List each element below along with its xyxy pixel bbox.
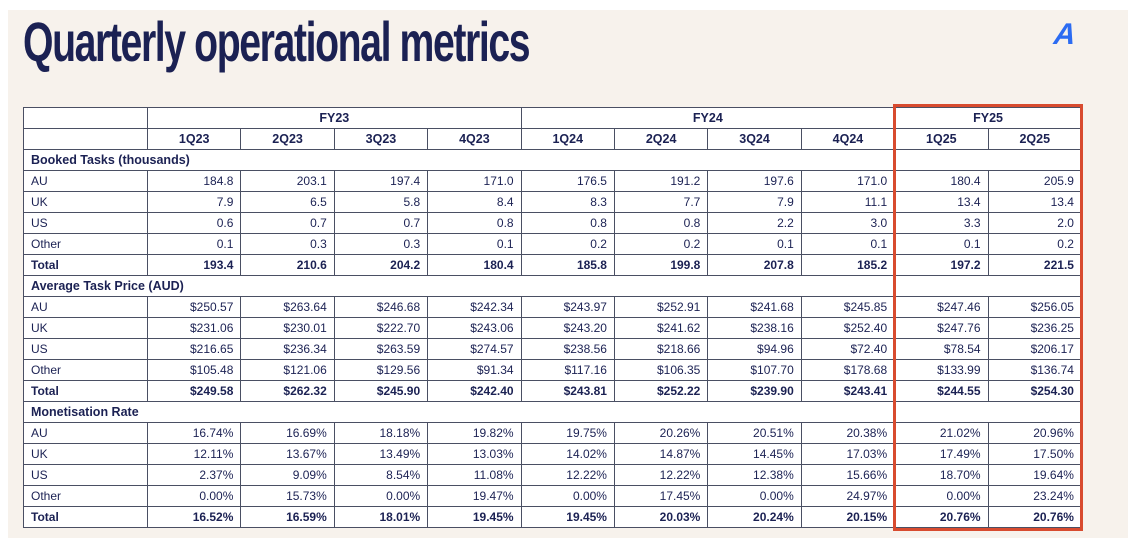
- metric-cell: 0.6: [148, 213, 241, 234]
- metric-cell: $243.97: [521, 297, 614, 318]
- table-row: [24, 423, 1082, 444]
- metric-cell: 20.26%: [614, 423, 707, 444]
- metric-cell: 171.0: [801, 171, 894, 192]
- metric-cell: $78.54: [895, 339, 988, 360]
- metric-cell: 205.9: [988, 171, 1081, 192]
- metric-cell: 13.49%: [334, 444, 427, 465]
- row-label: UK: [24, 192, 148, 213]
- table-row: [24, 297, 1082, 318]
- metric-cell: 20.24%: [708, 507, 801, 528]
- metric-cell: $252.40: [801, 318, 894, 339]
- metric-cell: 13.03%: [428, 444, 521, 465]
- metric-cell: $246.68: [334, 297, 427, 318]
- row-label: Total: [24, 381, 148, 402]
- metric-cell: 13.67%: [241, 444, 334, 465]
- table-row: [24, 339, 1082, 360]
- metric-cell: $236.25: [988, 318, 1081, 339]
- metric-cell: 0.7: [241, 213, 334, 234]
- metric-cell: 0.00%: [895, 486, 988, 507]
- metric-cell: 19.45%: [521, 507, 614, 528]
- metric-cell: 199.8: [614, 255, 707, 276]
- table-row: [24, 192, 1082, 213]
- metric-cell: $243.06: [428, 318, 521, 339]
- metric-cell: 17.50%: [988, 444, 1081, 465]
- metric-cell: 207.8: [708, 255, 801, 276]
- metric-cell: 16.59%: [241, 507, 334, 528]
- metric-cell: $72.40: [801, 339, 894, 360]
- metric-cell: 11.1: [801, 192, 894, 213]
- metric-cell: 204.2: [334, 255, 427, 276]
- metric-cell: $247.76: [895, 318, 988, 339]
- metric-cell: 9.09%: [241, 465, 334, 486]
- metric-cell: 12.22%: [521, 465, 614, 486]
- table-row: [24, 360, 1082, 381]
- metric-cell: 171.0: [428, 171, 521, 192]
- quarter-header: 1Q23: [148, 129, 241, 150]
- metric-cell: 17.45%: [614, 486, 707, 507]
- metric-cell: $243.20: [521, 318, 614, 339]
- metric-cell: $94.96: [708, 339, 801, 360]
- metric-cell: 8.4: [428, 192, 521, 213]
- metric-cell: $222.70: [334, 318, 427, 339]
- quarter-header: 1Q24: [521, 129, 614, 150]
- metric-cell: $262.32: [241, 381, 334, 402]
- metric-cell: $241.62: [614, 318, 707, 339]
- table-row: [24, 507, 1082, 528]
- page-title-text: Quarterly operational metrics: [23, 10, 530, 73]
- metric-cell: 17.49%: [895, 444, 988, 465]
- metric-cell: 0.2: [614, 234, 707, 255]
- table-row: [24, 255, 1082, 276]
- metric-cell: 18.18%: [334, 423, 427, 444]
- metric-cell: 19.64%: [988, 465, 1081, 486]
- metric-cell: 12.22%: [614, 465, 707, 486]
- table-row: [24, 234, 1082, 255]
- metric-cell: 180.4: [428, 255, 521, 276]
- metric-cell: 2.0: [988, 213, 1081, 234]
- metric-cell: 0.00%: [708, 486, 801, 507]
- fiscal-year-header: FY25: [895, 108, 1082, 129]
- metric-cell: 19.47%: [428, 486, 521, 507]
- metric-cell: 0.1: [708, 234, 801, 255]
- metric-cell: 24.97%: [801, 486, 894, 507]
- metric-cell: 0.3: [241, 234, 334, 255]
- row-label: US: [24, 213, 148, 234]
- metric-cell: $245.85: [801, 297, 894, 318]
- metric-cell: 203.1: [241, 171, 334, 192]
- row-label: AU: [24, 423, 148, 444]
- metric-cell: 8.54%: [334, 465, 427, 486]
- metric-cell: 19.45%: [428, 507, 521, 528]
- metric-cell: $107.70: [708, 360, 801, 381]
- metric-cell: $250.57: [148, 297, 241, 318]
- metric-cell: 3.3: [895, 213, 988, 234]
- metric-cell: 15.66%: [801, 465, 894, 486]
- airtasker-logo-icon: A: [1052, 18, 1078, 51]
- metric-cell: 16.74%: [148, 423, 241, 444]
- metric-cell: 20.76%: [988, 507, 1081, 528]
- metric-cell: 185.8: [521, 255, 614, 276]
- metric-cell: 0.2: [521, 234, 614, 255]
- row-label: US: [24, 465, 148, 486]
- metric-cell: $106.35: [614, 360, 707, 381]
- metric-cell: 13.4: [895, 192, 988, 213]
- table-row: [24, 486, 1082, 507]
- row-label: US: [24, 339, 148, 360]
- metric-cell: 7.9: [708, 192, 801, 213]
- row-label: UK: [24, 444, 148, 465]
- metric-cell: 184.8: [148, 171, 241, 192]
- table-row: [24, 465, 1082, 486]
- metric-cell: $249.58: [148, 381, 241, 402]
- metric-cell: 20.03%: [614, 507, 707, 528]
- metric-cell: $236.34: [241, 339, 334, 360]
- quarter-header: 1Q25: [895, 129, 988, 150]
- quarter-header: 3Q23: [334, 129, 427, 150]
- quarter-header: 2Q24: [614, 129, 707, 150]
- metric-cell: 0.1: [148, 234, 241, 255]
- metric-cell: 176.5: [521, 171, 614, 192]
- metric-cell: $274.57: [428, 339, 521, 360]
- metric-cell: 7.9: [148, 192, 241, 213]
- table-row: [24, 318, 1082, 339]
- metric-cell: $252.22: [614, 381, 707, 402]
- metric-cell: 0.00%: [148, 486, 241, 507]
- section-title: Average Task Price (AUD): [24, 276, 1082, 297]
- metric-cell: $238.56: [521, 339, 614, 360]
- metric-cell: $245.90: [334, 381, 427, 402]
- metric-cell: 2.2: [708, 213, 801, 234]
- metric-cell: $243.41: [801, 381, 894, 402]
- metric-cell: 18.70%: [895, 465, 988, 486]
- corner-cell: [24, 108, 148, 129]
- metric-cell: $247.46: [895, 297, 988, 318]
- metric-cell: $178.68: [801, 360, 894, 381]
- metric-cell: 0.00%: [334, 486, 427, 507]
- fiscal-year-header: FY23: [148, 108, 522, 129]
- metric-cell: 5.8: [334, 192, 427, 213]
- metric-cell: 185.2: [801, 255, 894, 276]
- metric-cell: 8.3: [521, 192, 614, 213]
- row-label: Other: [24, 360, 148, 381]
- metric-cell: 191.2: [614, 171, 707, 192]
- metric-cell: 0.2: [988, 234, 1081, 255]
- table-row: [24, 444, 1082, 465]
- metric-cell: $206.17: [988, 339, 1081, 360]
- metric-cell: $243.81: [521, 381, 614, 402]
- metric-cell: $230.01: [241, 318, 334, 339]
- row-label: Other: [24, 234, 148, 255]
- metric-cell: 20.15%: [801, 507, 894, 528]
- metric-cell: 14.45%: [708, 444, 801, 465]
- metric-cell: $129.56: [334, 360, 427, 381]
- metric-cell: $216.65: [148, 339, 241, 360]
- metric-cell: 23.24%: [988, 486, 1081, 507]
- metric-cell: 0.8: [521, 213, 614, 234]
- metric-cell: 221.5: [988, 255, 1081, 276]
- quarter-header: 2Q23: [241, 129, 334, 150]
- section-header-row: [24, 276, 1082, 297]
- metric-cell: $133.99: [895, 360, 988, 381]
- quarter-header: 2Q25: [988, 129, 1081, 150]
- metric-cell: 210.6: [241, 255, 334, 276]
- row-label: AU: [24, 171, 148, 192]
- metric-cell: 0.00%: [521, 486, 614, 507]
- quarter-header: 4Q24: [801, 129, 894, 150]
- metric-cell: $244.55: [895, 381, 988, 402]
- metric-cell: 15.73%: [241, 486, 334, 507]
- metric-cell: 0.1: [801, 234, 894, 255]
- metric-cell: $238.16: [708, 318, 801, 339]
- section-title: Booked Tasks (thousands): [24, 150, 1082, 171]
- metric-cell: 180.4: [895, 171, 988, 192]
- metric-cell: $242.40: [428, 381, 521, 402]
- row-label: AU: [24, 297, 148, 318]
- metric-cell: $242.34: [428, 297, 521, 318]
- table-row: [24, 213, 1082, 234]
- metric-cell: $241.68: [708, 297, 801, 318]
- metric-cell: 19.75%: [521, 423, 614, 444]
- section-header-row: [24, 150, 1082, 171]
- metric-cell: 21.02%: [895, 423, 988, 444]
- metric-cell: $231.06: [148, 318, 241, 339]
- table-row: [24, 381, 1082, 402]
- metric-cell: $218.66: [614, 339, 707, 360]
- metrics-table: [23, 107, 1082, 528]
- quarter-header: 4Q23: [428, 129, 521, 150]
- metric-cell: 2.37%: [148, 465, 241, 486]
- section-title: Monetisation Rate: [24, 402, 1082, 423]
- metric-cell: 0.1: [428, 234, 521, 255]
- metric-cell: 197.6: [708, 171, 801, 192]
- metric-cell: 0.8: [428, 213, 521, 234]
- metric-cell: $121.06: [241, 360, 334, 381]
- row-label: UK: [24, 318, 148, 339]
- metric-cell: 0.8: [614, 213, 707, 234]
- table-row: [24, 171, 1082, 192]
- corner-cell: [24, 129, 148, 150]
- quarter-header-row: [24, 129, 1082, 150]
- metric-cell: 3.0: [801, 213, 894, 234]
- metric-cell: 0.7: [334, 213, 427, 234]
- metric-cell: 16.69%: [241, 423, 334, 444]
- section-header-row: [24, 402, 1082, 423]
- metric-cell: 17.03%: [801, 444, 894, 465]
- metric-cell: 14.87%: [614, 444, 707, 465]
- metric-cell: 0.1: [895, 234, 988, 255]
- metric-cell: $252.91: [614, 297, 707, 318]
- page-title: [23, 10, 746, 74]
- metric-cell: $256.05: [988, 297, 1081, 318]
- fiscal-year-header: FY24: [521, 108, 895, 129]
- slide-panel: [8, 10, 1128, 538]
- metric-cell: $91.34: [428, 360, 521, 381]
- row-label: Total: [24, 255, 148, 276]
- metric-cell: 20.38%: [801, 423, 894, 444]
- metric-cell: $117.16: [521, 360, 614, 381]
- metric-cell: $105.48: [148, 360, 241, 381]
- metric-cell: $136.74: [988, 360, 1081, 381]
- fiscal-year-header-row: [24, 108, 1082, 129]
- metric-cell: 20.96%: [988, 423, 1081, 444]
- metric-cell: 16.52%: [148, 507, 241, 528]
- metric-cell: 193.4: [148, 255, 241, 276]
- metric-cell: 12.11%: [148, 444, 241, 465]
- metric-cell: 197.4: [334, 171, 427, 192]
- metrics-table-wrap: [23, 107, 1085, 528]
- metric-cell: 14.02%: [521, 444, 614, 465]
- metric-cell: 12.38%: [708, 465, 801, 486]
- metric-cell: 0.3: [334, 234, 427, 255]
- metric-cell: $263.59: [334, 339, 427, 360]
- metric-cell: $254.30: [988, 381, 1081, 402]
- metric-cell: 197.2: [895, 255, 988, 276]
- metric-cell: 7.7: [614, 192, 707, 213]
- quarter-header: 3Q24: [708, 129, 801, 150]
- row-label: Total: [24, 507, 148, 528]
- metric-cell: 13.4: [988, 192, 1081, 213]
- metric-cell: $263.64: [241, 297, 334, 318]
- metric-cell: 19.82%: [428, 423, 521, 444]
- metric-cell: 11.08%: [428, 465, 521, 486]
- row-label: Other: [24, 486, 148, 507]
- metric-cell: 20.76%: [895, 507, 988, 528]
- metric-cell: 20.51%: [708, 423, 801, 444]
- metric-cell: 6.5: [241, 192, 334, 213]
- metric-cell: $239.90: [708, 381, 801, 402]
- metric-cell: 18.01%: [334, 507, 427, 528]
